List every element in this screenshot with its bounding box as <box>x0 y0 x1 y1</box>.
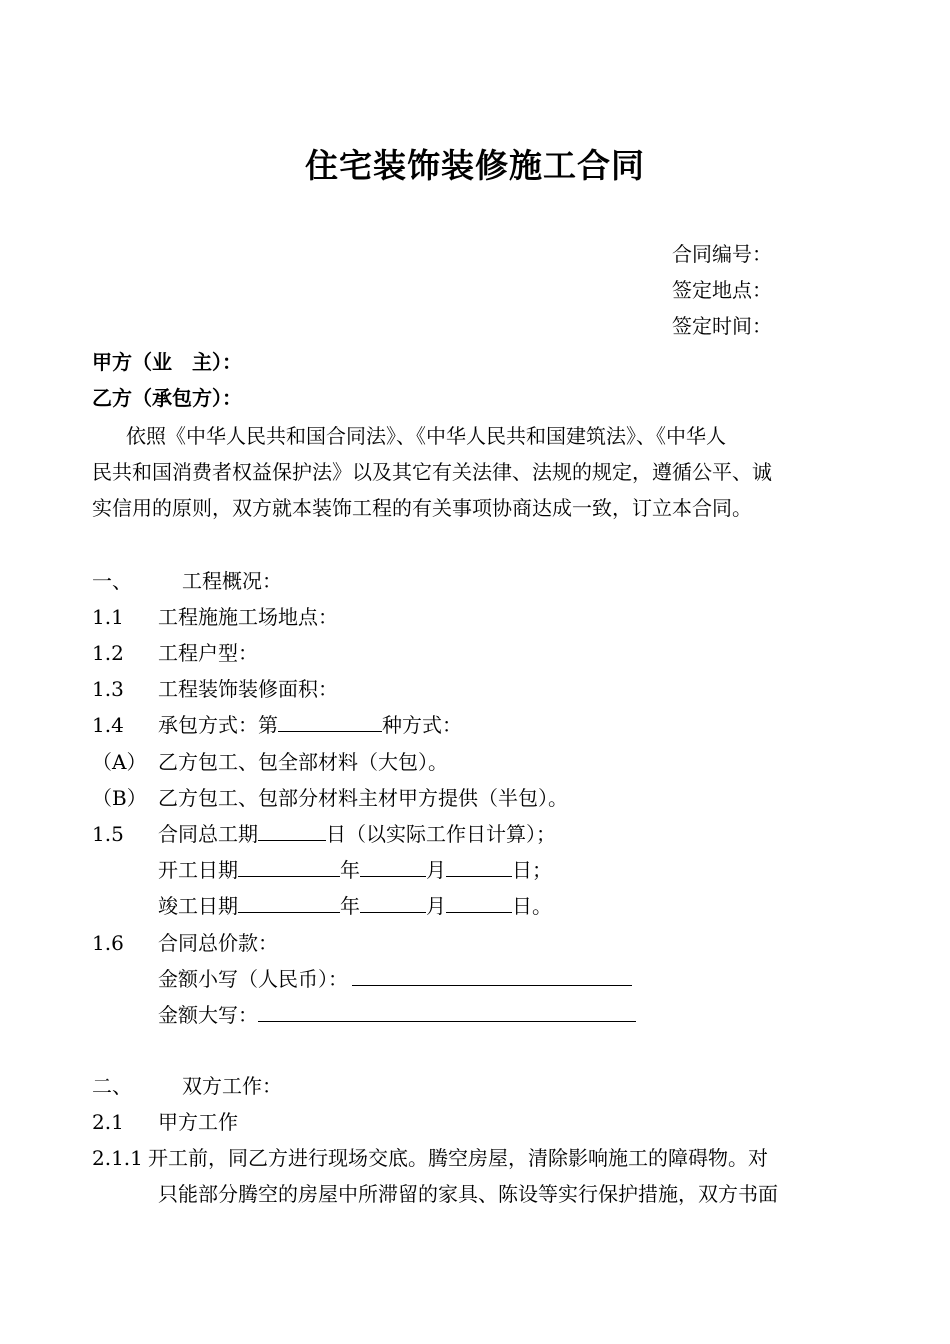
end-year-blank[interactable] <box>238 894 340 913</box>
start-year-blank[interactable] <box>238 858 340 877</box>
amount-small-label: 金额小写（人民币）： <box>158 967 348 991</box>
start-date-line <box>158 857 552 883</box>
item-1-5-number: 1.5 <box>92 822 124 846</box>
contract-mode-suffix: 种方式： <box>382 713 462 737</box>
amount-small-line <box>158 966 632 992</box>
start-month-blank[interactable] <box>360 858 426 877</box>
section-1-title: 工程概况： <box>182 569 282 593</box>
section-2-title: 双方工作： <box>182 1074 282 1098</box>
end-year-unit: 年 <box>340 894 360 918</box>
document-title: 住宅装饰装修施工合同 <box>305 146 645 185</box>
item-1-3-text: 工程装饰装修面积： <box>158 677 338 701</box>
start-month-unit: 月 <box>426 858 446 882</box>
preamble-line-3: 实信用的原则，双方就本装饰工程的有关事项协商达成一致，订立本合同。 <box>92 496 752 520</box>
start-year-unit: 年 <box>340 858 360 882</box>
duration-blank[interactable] <box>258 822 326 841</box>
amount-big-label: 金额大写： <box>158 1003 258 1027</box>
item-1-2-number: 1.2 <box>92 641 124 665</box>
option-b-text: 乙方包工、包部分材料主材甲方提供（半包）。 <box>158 786 568 810</box>
option-a-text: 乙方包工、包全部材料（大包）。 <box>158 750 448 774</box>
party-b-label: 乙方（承包方）： <box>92 386 242 410</box>
end-day-unit: 日。 <box>512 894 552 918</box>
duration-suffix: 日（以实际工作日计算）； <box>326 822 556 846</box>
section-2-number: 二、 <box>92 1074 132 1098</box>
end-day-blank[interactable] <box>446 894 512 913</box>
contract-mode-label: 承包方式：第 <box>158 713 278 737</box>
item-1-5-line <box>158 821 556 847</box>
item-1-1-number: 1.1 <box>92 605 124 629</box>
item-1-1-text: 工程施施工场地点： <box>158 605 338 629</box>
preamble-line-2: 民共和国消费者权益保护法》以及其它有关法律、法规的规定，遵循公平、诚 <box>92 460 772 484</box>
start-date-label: 开工日期 <box>158 858 238 882</box>
item-2-1-1-number: 2.1.1 <box>92 1146 143 1170</box>
duration-label: 合同总工期 <box>158 822 258 846</box>
item-2-1-1-line-2: 只能部分腾空的房屋中所滞留的家具、陈设等实行保护措施，双方书面 <box>158 1182 778 1206</box>
item-1-6-text: 合同总价款： <box>158 931 278 955</box>
amount-big-blank[interactable] <box>258 1003 636 1022</box>
end-month-unit: 月 <box>426 894 446 918</box>
end-month-blank[interactable] <box>360 894 426 913</box>
option-a-number: （A） <box>92 750 147 774</box>
item-1-6-number: 1.6 <box>92 931 124 955</box>
item-2-1-1-line-1: 开工前，同乙方进行现场交底。腾空房屋，清除影响施工的障碍物。对 <box>148 1146 768 1170</box>
start-day-blank[interactable] <box>446 858 512 877</box>
item-2-1-number: 2.1 <box>92 1110 124 1134</box>
item-2-1-text: 甲方工作 <box>158 1110 238 1134</box>
sign-time-label: 签定时间： <box>672 314 772 338</box>
contract-number-label: 合同编号： <box>672 242 772 266</box>
item-1-4-line <box>158 712 462 738</box>
party-a-label: 甲方（业 主）： <box>92 350 242 374</box>
preamble-line-1: 依照《中华人民共和国合同法》、《中华人民共和国建筑法》、《中华人 <box>126 424 726 448</box>
option-b-number: （B） <box>92 786 147 810</box>
amount-small-blank[interactable] <box>352 967 632 986</box>
contract-mode-blank[interactable] <box>278 713 382 732</box>
start-day-unit: 日； <box>512 858 552 882</box>
end-date-line <box>158 893 552 919</box>
item-1-3-number: 1.3 <box>92 677 124 701</box>
item-1-4-number: 1.4 <box>92 713 124 737</box>
sign-place-label: 签定地点： <box>672 278 772 302</box>
item-1-2-text: 工程户型： <box>158 641 258 665</box>
end-date-label: 竣工日期 <box>158 894 238 918</box>
amount-big-line <box>158 1002 636 1028</box>
section-1-number: 一、 <box>92 569 132 593</box>
